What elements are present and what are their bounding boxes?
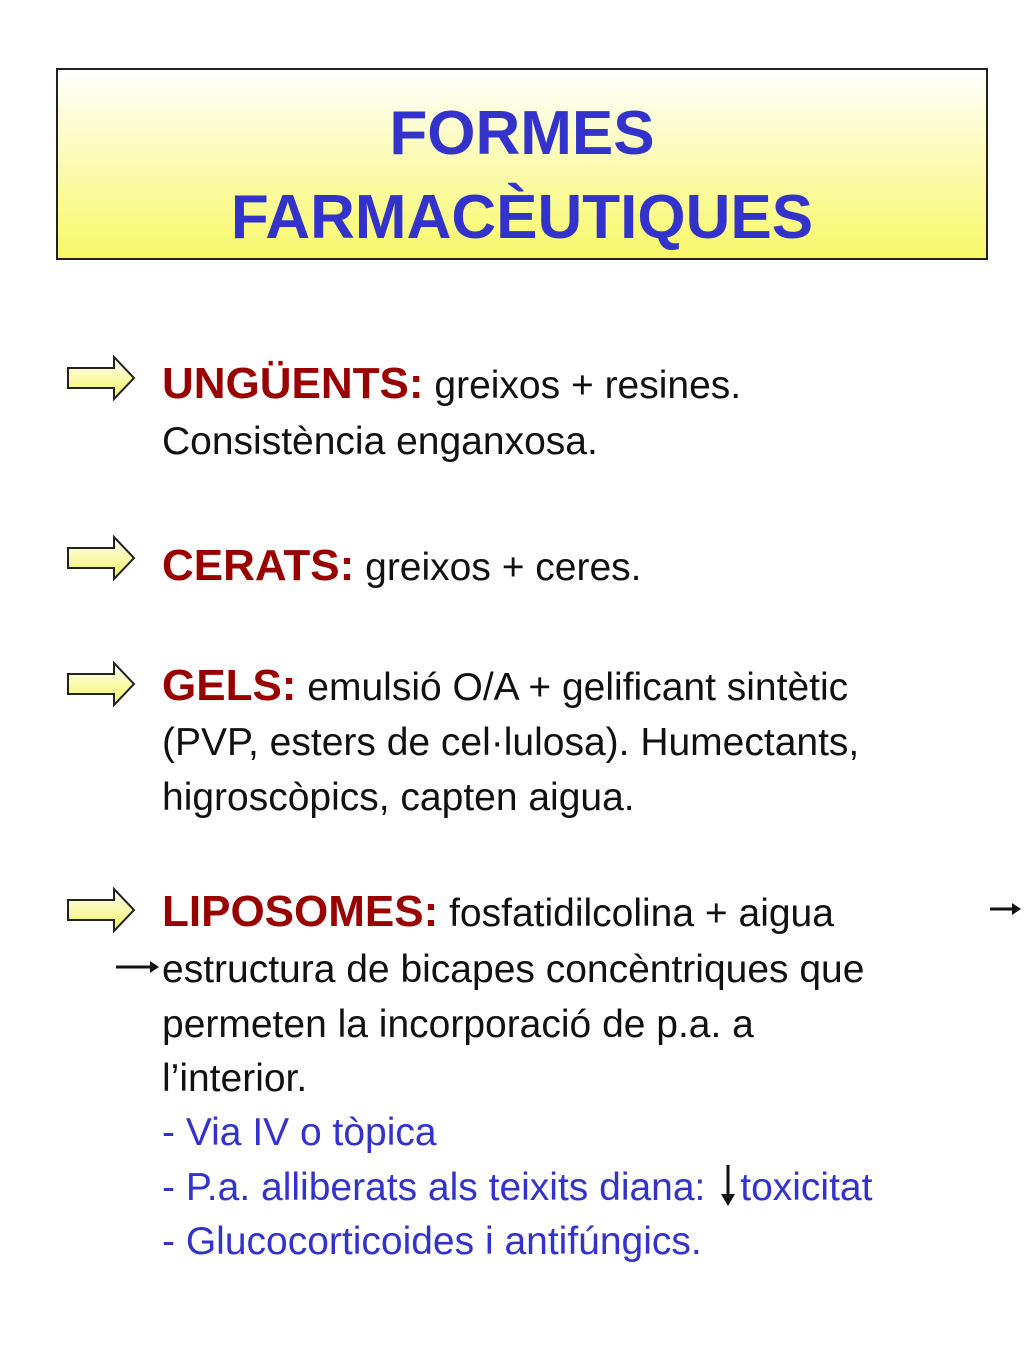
block-arrow-icon <box>66 887 136 933</box>
item-text: emulsió O/A + gelificant sintètic <box>296 666 849 709</box>
item-text: greixos + ceres. <box>354 546 642 589</box>
item-text-line: l’interior. <box>162 1057 308 1100</box>
title-line-2: FARMACÈUTIQUES <box>230 183 814 252</box>
block-arrow-icon <box>66 355 136 401</box>
item-text-line: higroscòpics, capten aigua. <box>162 776 635 819</box>
item-heading: GELS: <box>162 661 297 710</box>
item-ungüents <box>162 356 741 414</box>
item-text-line: (PVP, esters de cel·lulosa). Humectants, <box>162 721 860 764</box>
item-heading: UNGÜENTS: <box>162 359 424 408</box>
item-text-line: estructura de bicapes concèntriques que <box>162 948 865 991</box>
right-arrow-icon <box>114 958 160 976</box>
item-cerats <box>162 538 642 596</box>
block-arrow-icon <box>66 661 136 707</box>
title-box <box>56 68 988 260</box>
down-arrow-icon <box>716 1162 740 1208</box>
item-gels <box>162 658 848 716</box>
bullet-text: - P.a. alliberats als teixits diana: <box>162 1166 717 1209</box>
item-text-line: permeten la incorporació de p.a. a <box>162 1003 754 1046</box>
item-liposomes <box>162 884 834 942</box>
title-line-1: FORMES <box>389 99 655 168</box>
item-text: fosfatidilcolina + aigua <box>438 892 834 935</box>
bullet-item: - Via IV o tòpica <box>162 1111 437 1154</box>
item-heading: LIPOSOMES: <box>162 887 439 936</box>
bullet-item-toxicitat <box>162 1160 872 1216</box>
item-heading: CERATS: <box>162 541 355 590</box>
bullet-text: toxicitat <box>740 1166 873 1209</box>
item-text-line: Consistència enganxosa. <box>162 420 598 463</box>
bullet-item: - Glucocorticoides i antifúngics. <box>162 1220 702 1263</box>
item-text: greixos + resines. <box>423 364 742 407</box>
block-arrow-icon <box>66 535 136 581</box>
right-arrow-icon <box>988 900 1022 918</box>
